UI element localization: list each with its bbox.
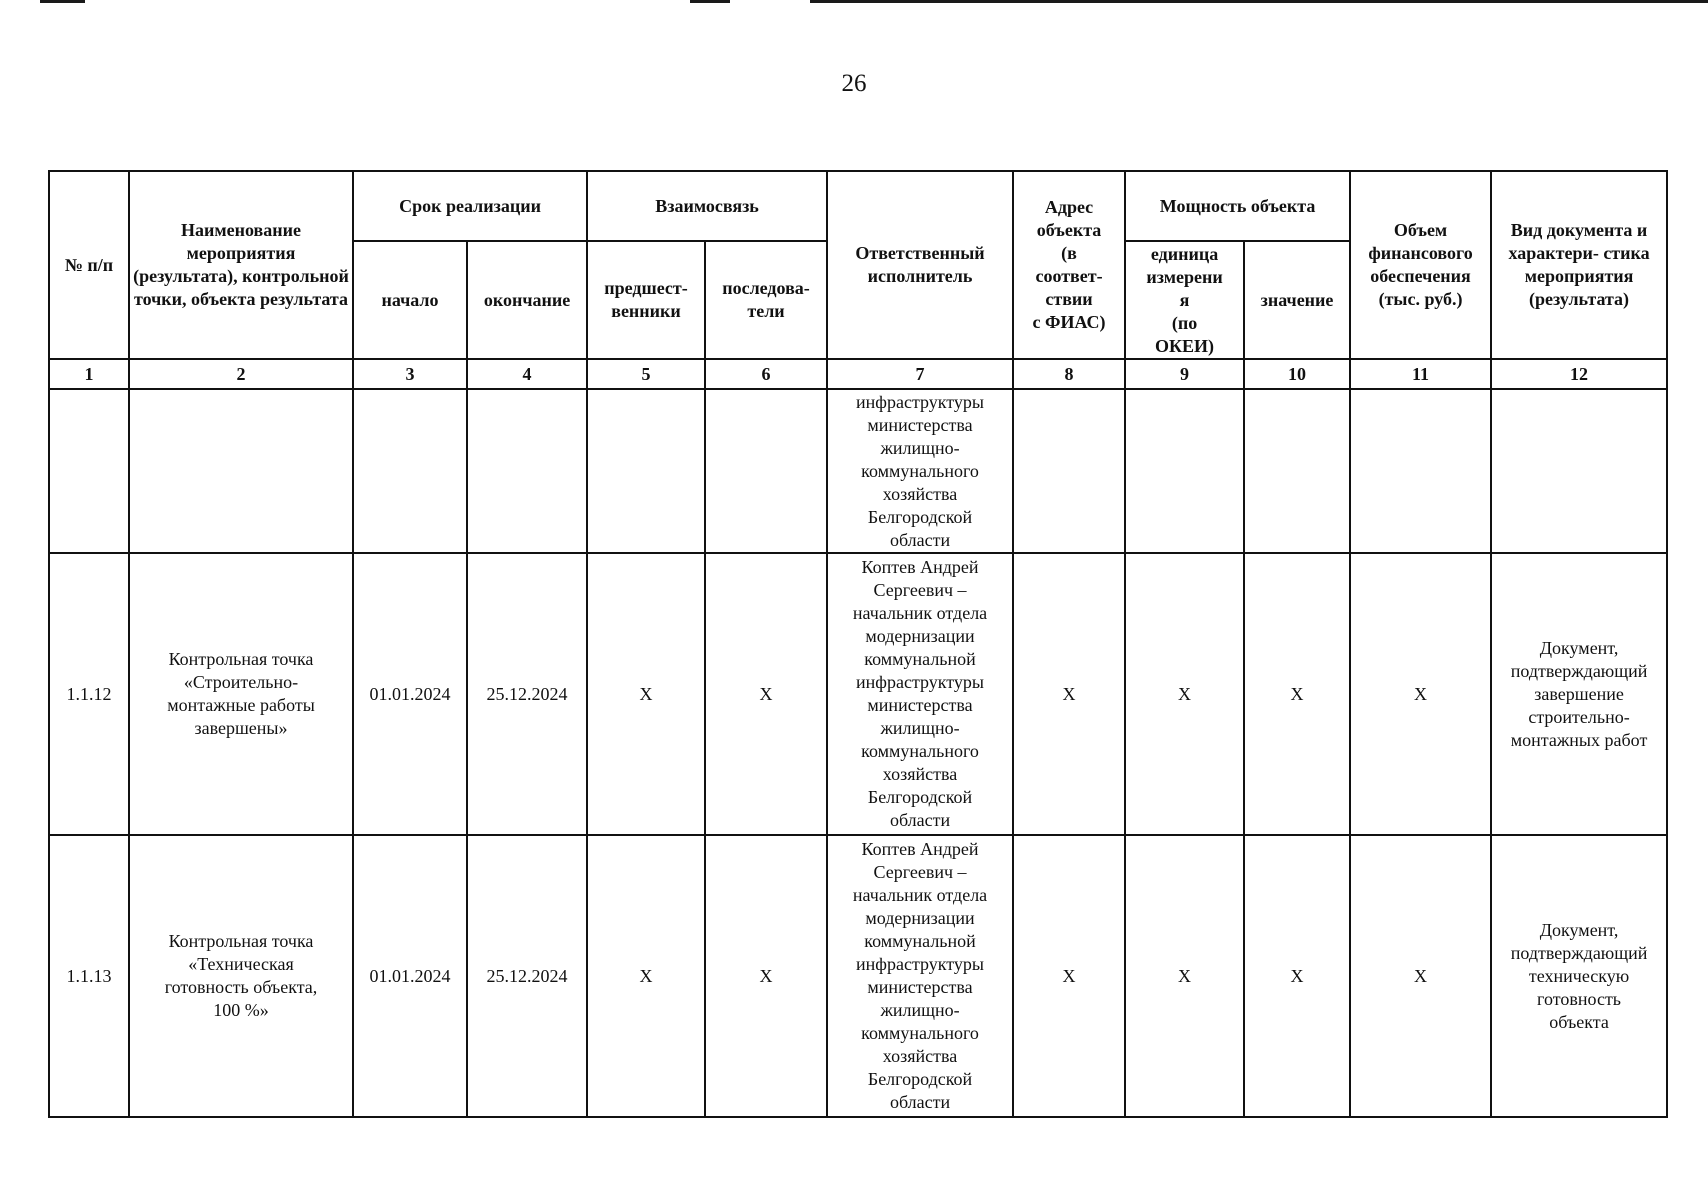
column-number: 9 (1125, 359, 1244, 389)
header-unit: единица измерени я (по ОКЕИ) (1125, 241, 1244, 359)
row-number: 1.1.12 (49, 553, 129, 835)
row-name (129, 389, 353, 553)
table-row (49, 553, 1667, 835)
header-link-group: Взаимосвязь (587, 171, 827, 241)
row-address (1013, 389, 1125, 553)
row-name: Контрольная точка «Техническая готовность объекта, 100 %» (129, 835, 353, 1117)
row-unit: X (1125, 553, 1244, 835)
row-number (49, 389, 129, 553)
row-predecessors (587, 389, 705, 553)
row-finance: X (1350, 835, 1491, 1117)
row-document: Документ, подтверждающий техническую готовность объекта (1491, 835, 1667, 1117)
row-start-date (353, 389, 467, 553)
row-address: X (1013, 553, 1125, 835)
row-successors (705, 389, 827, 553)
row-responsible: Коптев Андрей Сергеевич – начальник отдела модернизации коммунальной инфраструктуры министерства жилищно- коммунального хозяйства Белгородской области (827, 835, 1013, 1117)
page-number: 26 (841, 70, 867, 97)
header-number: № п/п (49, 171, 129, 359)
row-successors: X (705, 553, 827, 835)
column-number: 3 (353, 359, 467, 389)
row-start-date: 01.01.2024 (353, 553, 467, 835)
column-number: 12 (1491, 359, 1667, 389)
row-unit (1125, 389, 1244, 553)
header-finance: Объем финансового обеспечения (тыс. руб.) (1350, 171, 1491, 359)
row-end-date: 25.12.2024 (467, 835, 587, 1117)
column-number: 11 (1350, 359, 1491, 389)
row-start-date: 01.01.2024 (353, 835, 467, 1117)
column-number: 4 (467, 359, 587, 389)
row-value: X (1244, 553, 1350, 835)
scan-edge-mark (690, 0, 730, 3)
header-row-1 (49, 171, 1667, 241)
header-end: окончание (467, 241, 587, 359)
column-number: 2 (129, 359, 353, 389)
header-capacity-group: Мощность объекта (1125, 171, 1350, 241)
header-start: начало (353, 241, 467, 359)
header-name: Наименование мероприятия (результата), контрольной точки, объекта результата (129, 171, 353, 359)
row-finance (1350, 389, 1491, 553)
row-value (1244, 389, 1350, 553)
row-number: 1.1.13 (49, 835, 129, 1117)
scan-edge-mark (40, 0, 85, 3)
row-successors: X (705, 835, 827, 1117)
column-number: 7 (827, 359, 1013, 389)
row-document (1491, 389, 1667, 553)
row-finance: X (1350, 553, 1491, 835)
header-responsible: Ответственный исполнитель (827, 171, 1013, 359)
column-number: 6 (705, 359, 827, 389)
header-successors: последова- тели (705, 241, 827, 359)
column-number: 5 (587, 359, 705, 389)
row-document: Документ, подтверждающий завершение строительно- монтажных работ (1491, 553, 1667, 835)
header-term-group: Срок реализации (353, 171, 587, 241)
row-responsible: Коптев Андрей Сергеевич – начальник отдела модернизации коммунальной инфраструктуры министерства жилищно- коммунального хозяйства Белгородской области (827, 553, 1013, 835)
row-predecessors: X (587, 553, 705, 835)
column-number: 1 (49, 359, 129, 389)
scan-edge-mark (810, 0, 1708, 3)
table-row (49, 389, 1667, 553)
row-value: X (1244, 835, 1350, 1117)
row-end-date (467, 389, 587, 553)
implementation-plan-table (48, 170, 1668, 1118)
header-doc-type: Вид документа и характери- стика мероприятия (результата) (1491, 171, 1667, 359)
column-number-row (49, 359, 1667, 389)
row-name: Контрольная точка «Строительно- монтажные работы завершены» (129, 553, 353, 835)
row-unit: X (1125, 835, 1244, 1117)
header-predecessors: предшест- венники (587, 241, 705, 359)
row-responsible: инфраструктуры министерства жилищно- коммунального хозяйства Белгородской области (827, 389, 1013, 553)
header-address: Адрес объекта (в соответ- ствии с ФИАС) (1013, 171, 1125, 359)
header-value: значение (1244, 241, 1350, 359)
column-number: 10 (1244, 359, 1350, 389)
row-address: X (1013, 835, 1125, 1117)
column-number: 8 (1013, 359, 1125, 389)
table-row (49, 835, 1667, 1117)
row-predecessors: X (587, 835, 705, 1117)
row-end-date: 25.12.2024 (467, 553, 587, 835)
